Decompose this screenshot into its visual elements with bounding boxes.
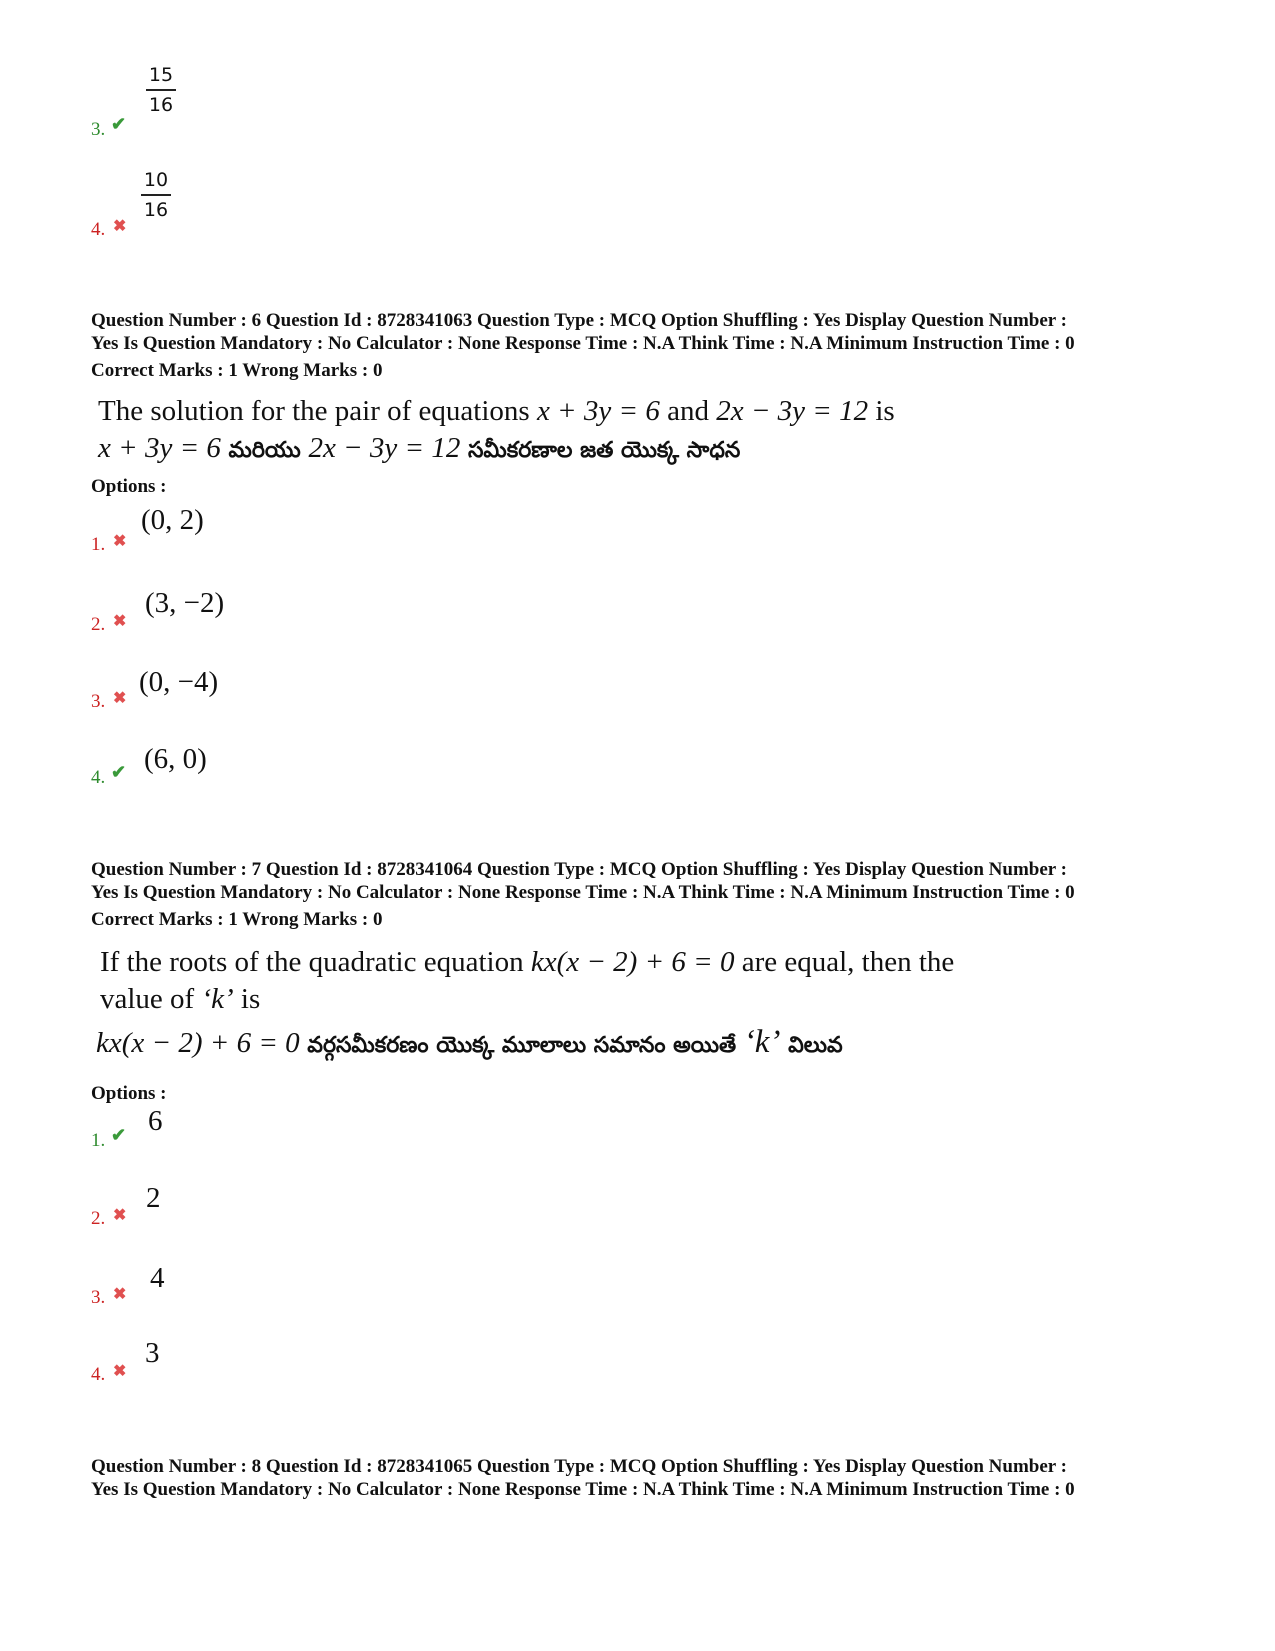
correct-check-icon: ✔ [111,114,127,134]
option-number: 2. [91,614,106,635]
question-meta [91,1455,1211,1501]
fraction-bar [141,194,171,196]
meta-line: Question Number : 8 Question Id : 8728341065 Question Type : MCQ Option Shuffling : Yes Display Question Number : [91,1456,1067,1477]
option-value: 2 [146,1182,161,1214]
wrong-cross-icon: ✖ [113,690,127,707]
question-text [98,393,895,469]
option-number: 3. [91,691,106,712]
option-number: 3. [91,119,106,140]
wrong-cross-icon: ✖ [113,1286,127,1303]
option-number: 4. [91,219,106,240]
option-number: 4. [91,1364,106,1385]
marks-line: Correct Marks : 1 Wrong Marks : 0 [91,909,383,930]
wrong-cross-icon: ✖ [113,1207,127,1224]
option-number: 1. [91,534,106,555]
option-number: 4. [91,767,106,788]
options-label: Options : [91,476,167,497]
correct-check-icon: ✔ [111,762,127,782]
options-label: Options : [91,1083,167,1104]
marks-line: Correct Marks : 1 Wrong Marks : 0 [91,360,383,381]
option-value: 6 [148,1105,163,1137]
wrong-cross-icon: ✖ [113,533,127,550]
fraction [141,169,171,221]
option-value: (3, −2) [145,587,225,619]
wrong-cross-icon: ✖ [113,1363,127,1380]
question-meta [91,309,1211,382]
question-text-english-line2: value of ‘k’ is [100,983,261,1015]
fraction [146,64,176,116]
option-value: (0, 2) [141,504,204,536]
question-text-english: The solution for the pair of equations x + 3y = 6 and 2x − 3y = 12 is [98,395,895,427]
option-number: 1. [91,1130,106,1151]
question-text-telugu: kx(x − 2) + 6 = 0 వర్గసమీకరణం యొక్క మూలాలు సమానం అయితే ‘k’ విలువ [96,1024,843,1060]
denominator: 16 [143,199,169,221]
numerator: 15 [148,64,174,86]
option-number: 2. [91,1208,106,1229]
correct-check-icon: ✔ [111,1125,127,1145]
question-meta [91,858,1211,931]
question-text-telugu: x + 3y = 6 మరియు 2x − 3y = 12 సమీకరణాల జత యొక్క సాధన [98,432,741,464]
question-text [100,944,954,1018]
numerator: 10 [143,169,169,191]
option-value: (0, −4) [139,666,219,698]
wrong-cross-icon: ✖ [113,613,127,630]
meta-line: Yes Is Question Mandatory : No Calculator : None Response Time : N.A Think Time : N.A Minimum Instruction Time : 0 [91,882,1075,903]
option-value: (6, 0) [144,743,207,775]
meta-line: Yes Is Question Mandatory : No Calculator : None Response Time : N.A Think Time : N.A Minimum Instruction Time : 0 [91,1479,1075,1500]
option-value: 4 [150,1262,165,1294]
denominator: 16 [148,94,174,116]
wrong-cross-icon: ✖ [113,218,127,235]
fraction-bar [146,89,176,91]
option-value: 3 [145,1337,160,1369]
option-number: 3. [91,1287,106,1308]
meta-line: Yes Is Question Mandatory : No Calculator : None Response Time : N.A Think Time : N.A Minimum Instruction Time : 0 [91,333,1075,354]
meta-line: Question Number : 7 Question Id : 8728341064 Question Type : MCQ Option Shuffling : Yes Display Question Number : [91,859,1067,880]
meta-line: Question Number : 6 Question Id : 8728341063 Question Type : MCQ Option Shuffling : Yes Display Question Number : [91,310,1067,331]
question-text-english-line1: If the roots of the quadratic equation kx(x − 2) + 6 = 0 are equal, then the [100,946,955,978]
